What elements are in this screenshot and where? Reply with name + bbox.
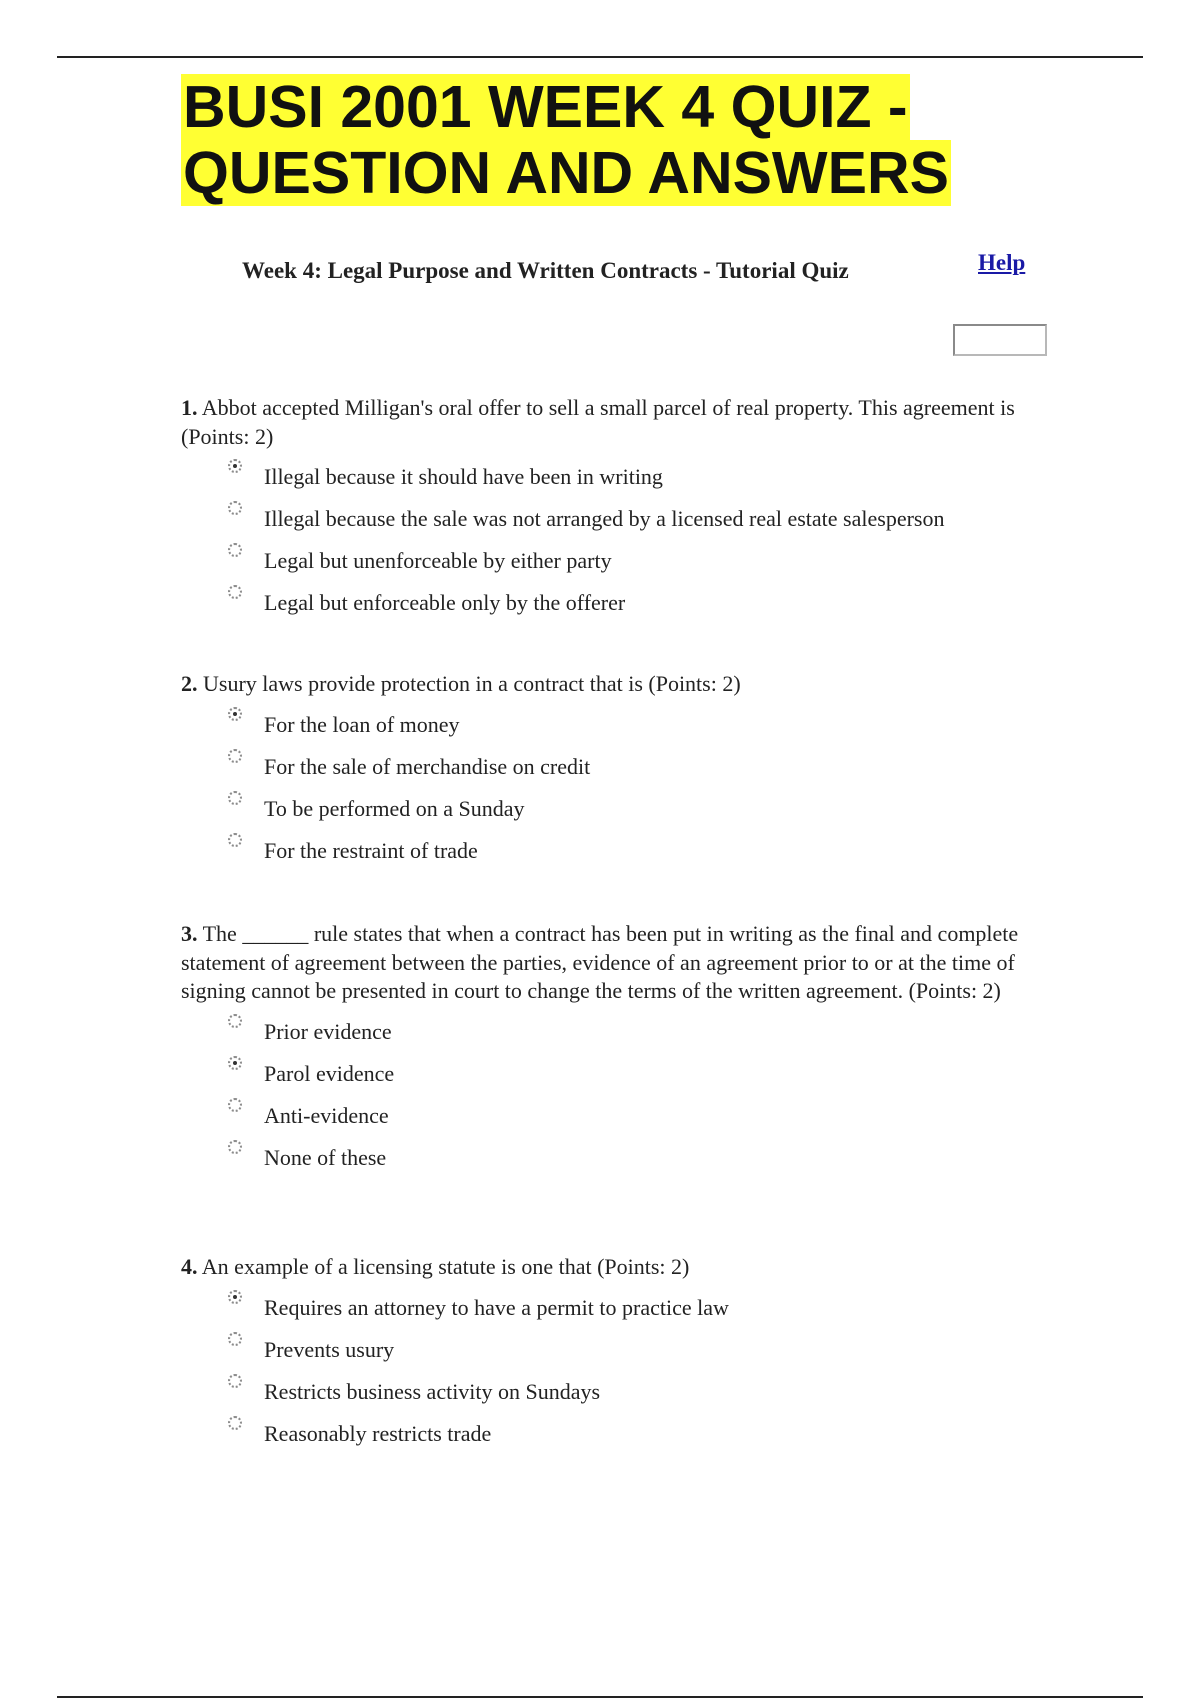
question-number: 1. — [181, 395, 198, 420]
option-label: To be performed on a Sunday — [264, 795, 525, 821]
answer-option[interactable] — [181, 1378, 1041, 1420]
answer-option[interactable] — [181, 1336, 1041, 1378]
option-label: Parol evidence — [264, 1060, 395, 1086]
question-text — [181, 670, 1041, 699]
option-label: None of these — [264, 1144, 387, 1170]
option-label: For the sale of merchandise on credit — [264, 753, 591, 779]
answer-option[interactable] — [181, 505, 1041, 547]
radio-button[interactable] — [228, 1332, 242, 1346]
answer-options — [181, 1294, 1041, 1462]
radio-button[interactable] — [228, 459, 242, 473]
radio-button[interactable] — [228, 1056, 242, 1070]
radio-button[interactable] — [228, 1014, 242, 1028]
question-1 — [181, 394, 1041, 631]
answer-option[interactable] — [181, 547, 1041, 589]
radio-button[interactable] — [228, 833, 242, 847]
option-label: Illegal because the sale was not arranged by a licensed real estate salesperson — [264, 506, 945, 531]
title-line-1: BUSI 2001 WEEK 4 QUIZ - — [183, 74, 908, 140]
option-label: Restricts business activity on Sundays — [264, 1378, 601, 1404]
answer-option[interactable] — [181, 753, 1041, 795]
radio-button[interactable] — [228, 1374, 242, 1388]
question-number: 3. — [181, 921, 198, 946]
option-label: Legal but unenforceable by either party — [264, 548, 612, 573]
option-label: Requires an attorney to have a permit to practice law — [264, 1294, 729, 1320]
answer-option[interactable] — [181, 1144, 1041, 1186]
option-label: Prevents usury — [264, 1336, 395, 1362]
radio-button[interactable] — [228, 707, 242, 721]
help-link[interactable]: Help — [978, 250, 1026, 275]
radio-button[interactable] — [228, 1098, 242, 1112]
question-prompt: Usury laws provide protection in a contract that is (Points: 2) — [203, 671, 741, 696]
radio-button[interactable] — [228, 1140, 242, 1154]
radio-button[interactable] — [228, 585, 242, 599]
answer-option[interactable] — [181, 1420, 1041, 1462]
document-title — [181, 74, 1081, 206]
option-label: Anti-evidence — [264, 1102, 389, 1128]
answer-option[interactable] — [181, 1018, 1041, 1060]
option-label: Reasonably restricts trade — [264, 1420, 492, 1446]
answer-option[interactable] — [181, 795, 1041, 837]
option-label: Legal but enforceable only by the offerer — [264, 590, 626, 615]
bottom-divider — [57, 1696, 1143, 1698]
answer-options — [181, 463, 1041, 631]
question-number: 4. — [181, 1254, 198, 1279]
question-text — [181, 1253, 1041, 1282]
radio-button[interactable] — [228, 791, 242, 805]
option-label: Prior evidence — [264, 1018, 392, 1044]
answer-option[interactable] — [181, 589, 1041, 631]
answer-input-box[interactable] — [953, 324, 1047, 356]
question-3 — [181, 920, 1041, 1186]
radio-button[interactable] — [228, 543, 242, 557]
title-line-2: QUESTION AND ANSWERS — [183, 140, 949, 206]
answer-options — [181, 711, 1041, 879]
radio-button[interactable] — [228, 1290, 242, 1304]
option-label: Illegal because it should have been in writing — [264, 464, 663, 489]
question-prompt: Abbot accepted Milligan's oral offer to sell a small parcel of real property. This agreement is (Points: 2) — [181, 395, 1015, 449]
answer-option[interactable] — [181, 1102, 1041, 1144]
quiz-header: Week 4: Legal Purpose and Written Contracts - Tutorial Quiz — [242, 258, 849, 283]
answer-option[interactable] — [181, 463, 1041, 505]
option-label: For the loan of money — [264, 711, 460, 737]
question-prompt: An example of a licensing statute is one that (Points: 2) — [201, 1254, 690, 1279]
answer-option[interactable] — [181, 711, 1041, 753]
question-2 — [181, 670, 1041, 879]
question-4 — [181, 1253, 1041, 1462]
radio-button[interactable] — [228, 1416, 242, 1430]
answer-options — [181, 1018, 1041, 1186]
answer-option[interactable] — [181, 1294, 1041, 1336]
answer-option[interactable] — [181, 1060, 1041, 1102]
question-text — [181, 920, 1041, 1006]
question-prompt: The ______ rule states that when a contract has been put in writing as the final and complete statement of agreement between the parties, evidence of an agreement prior to or at the time of signing cannot be presented in court to change the terms of the written agreement. (Points: 2) — [181, 921, 1019, 1003]
answer-option[interactable] — [181, 837, 1041, 879]
radio-button[interactable] — [228, 501, 242, 515]
question-number: 2. — [181, 671, 198, 696]
top-divider — [57, 56, 1143, 58]
radio-button[interactable] — [228, 749, 242, 763]
question-text — [181, 394, 1041, 451]
option-label: For the restraint of trade — [264, 837, 478, 863]
